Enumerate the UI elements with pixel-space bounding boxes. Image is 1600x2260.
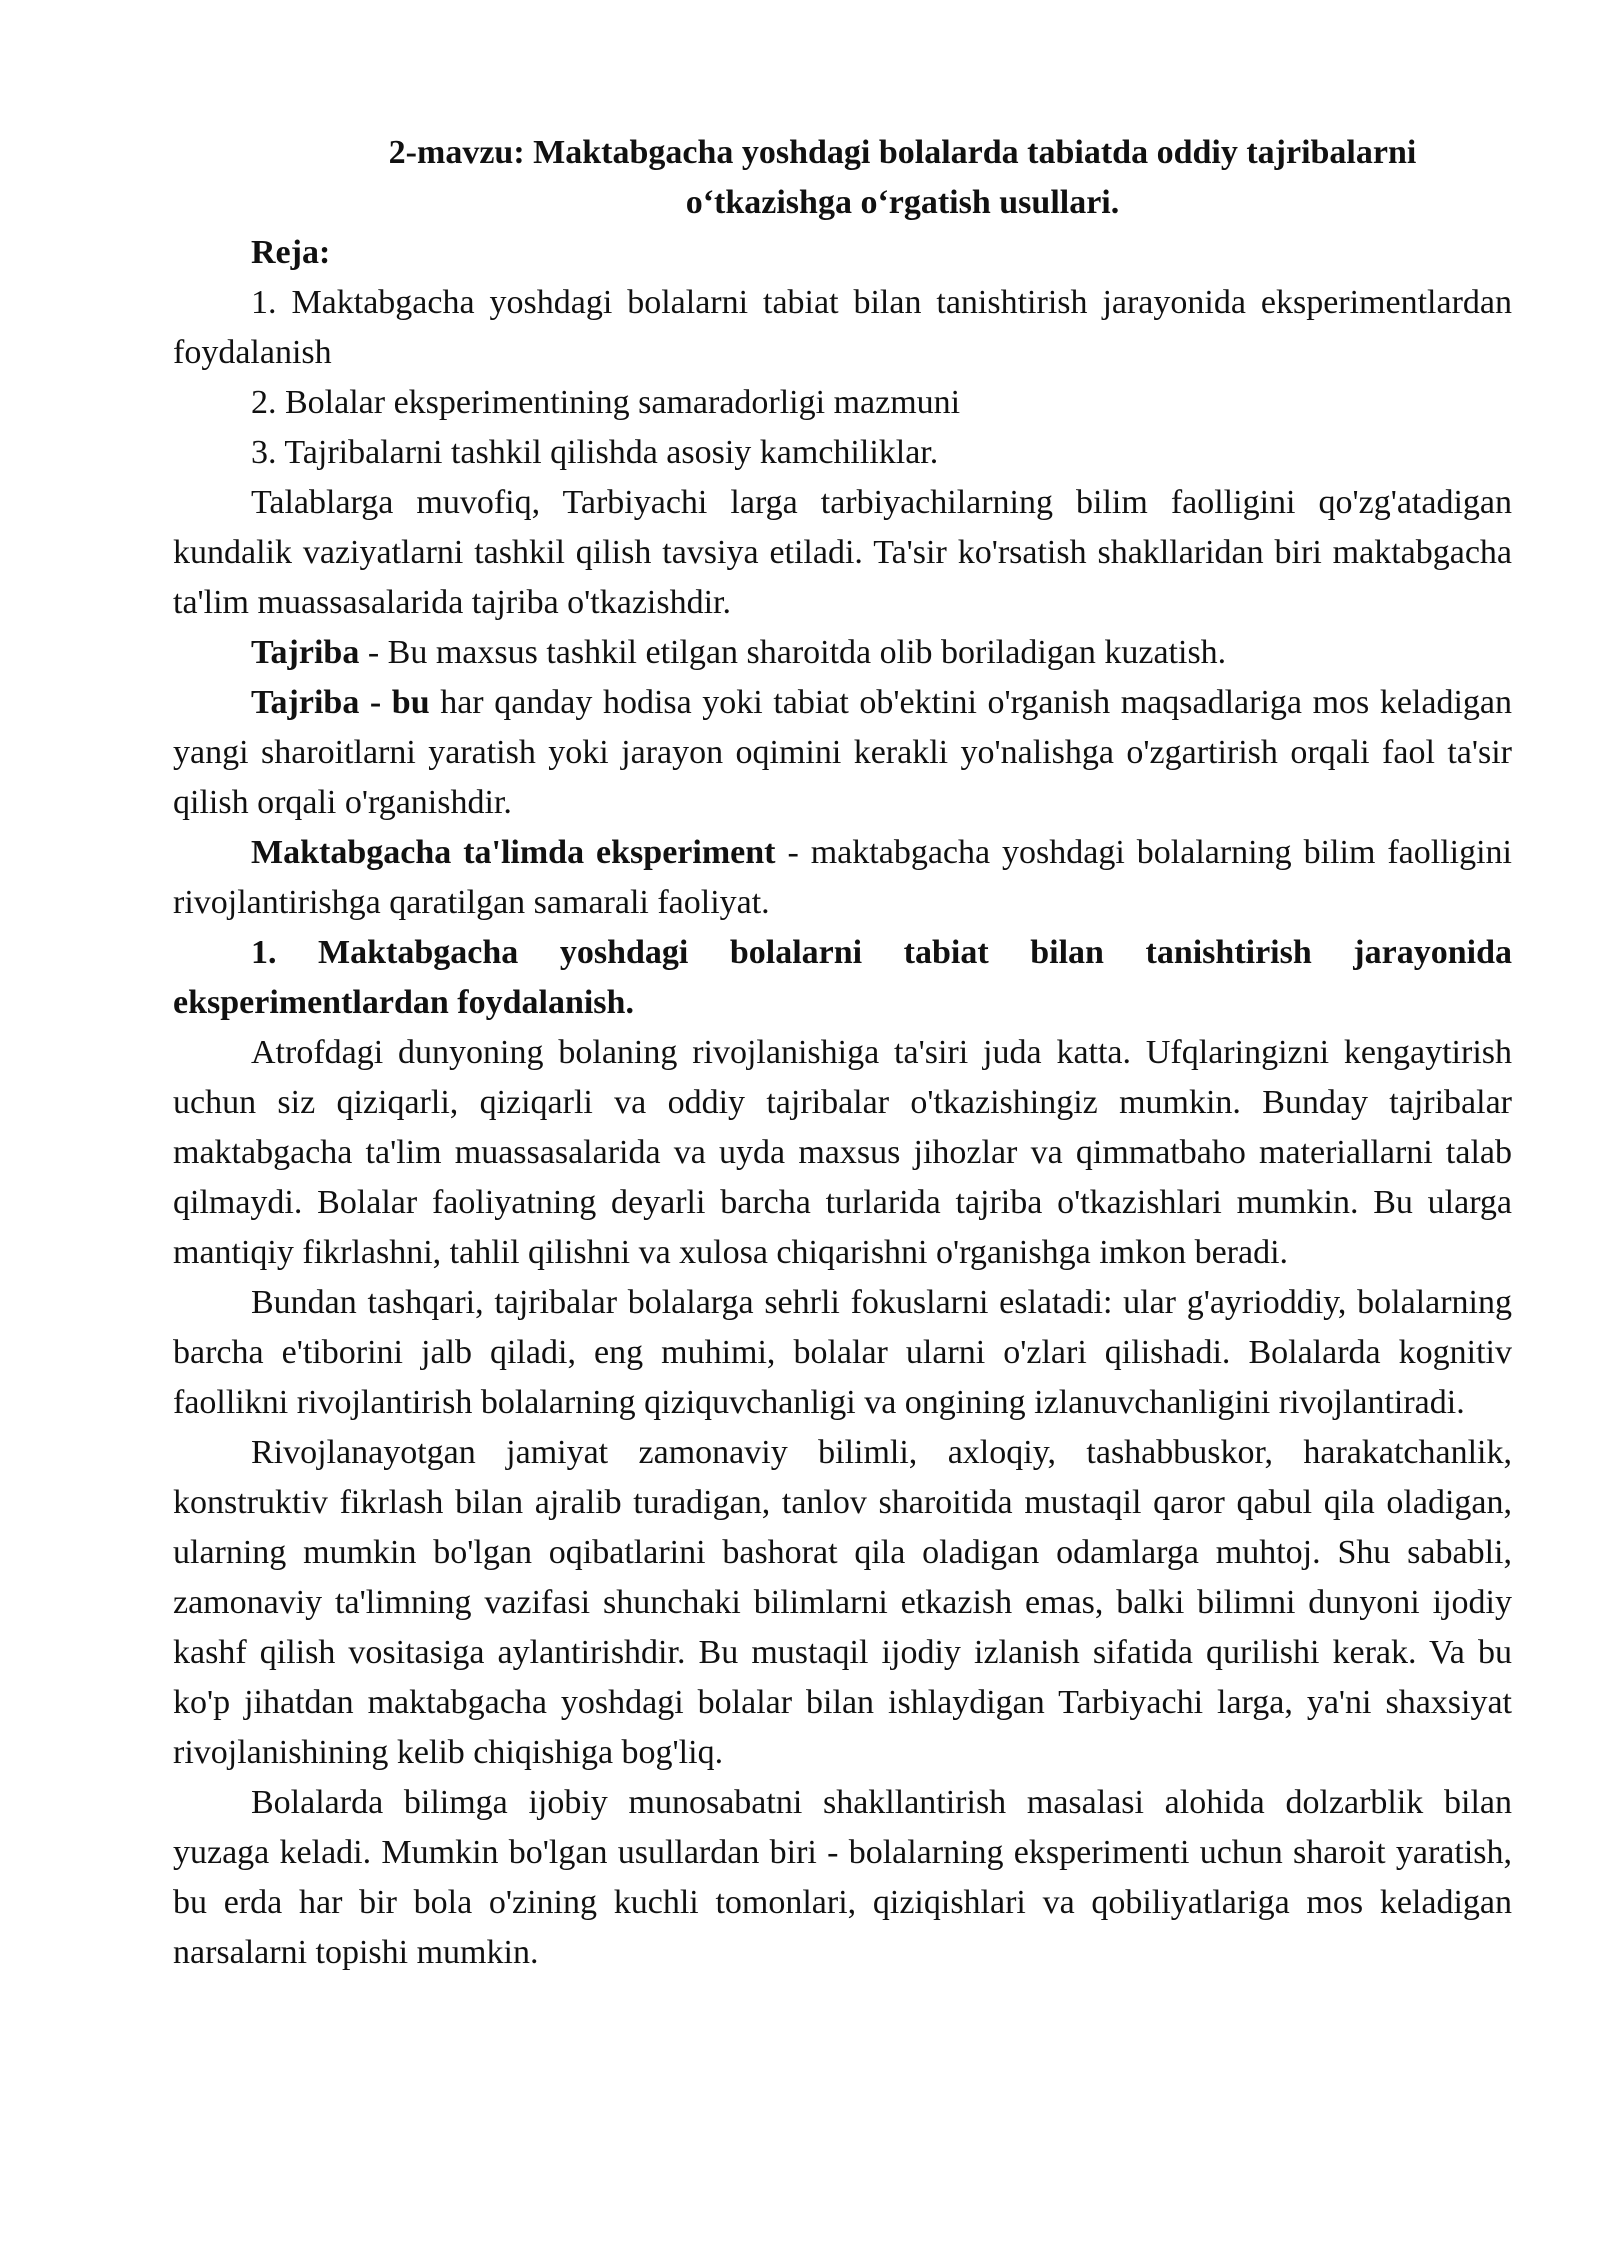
title-line-1: 2-mavzu: Maktabgacha yoshdagi bolalarda tabiatda oddiy tajribalarni [388,134,1417,171]
definition-text: har qanday hodisa yoki tabiat ob'ektini o'rganish maqsadlariga mos keladigan yangi sharoitlarni yaratish yoki jarayon oqimini kerakli yo'nalishga o'zgartirish orqali faol ta'sir qilish orqali o'rganishdir. [173,684,1512,821]
document-title [293,128,1512,228]
definition-term: Tajriba - bu [251,684,430,721]
definition-experiment-2 [173,678,1512,828]
plan-item-3: 3. Tajribalarni tashkil qilishda asosiy kamchiliklar. [251,434,939,471]
plan-heading: Reja: [251,234,331,271]
paragraph-world-influence: Atrofdagi dunyoning bolaning rivojlanishiga ta'siri juda katta. Ufqlaringizni kengaytirish uchun siz qiziqarli, qiziqarli va oddiy tajribalar o'tkazishingiz mumkin. Bunday tajribalar maktabgacha ta'lim muassasalarida va uyda maxsus jihozlar va qimmatbaho materiallarni talab qilmaydi. Bolalar faoliyatning deyarli barcha turlarida tajriba o'tkazishlari mumkin. Bu ularga mantiqiy fikrlashni, tahlil qilishni va xulosa chiqarishni o'rganishga imkon beradi. [173,1034,1512,1271]
definition-term: Maktabgacha ta'limda eksperiment [251,834,776,871]
section-1-title: 1. Maktabgacha yoshdagi bolalarni tabiat bilan tanishtirish jarayonida eksperimentlardan foydalanish. [173,934,1512,1021]
definition-term: Tajriba [251,634,360,671]
paragraph-requirements: Talablarga muvofiq, Tarbiyachi larga tarbiyachilarning bilim faolligini qo'zg'atadigan kundalik vaziyatlarni tashkil qilish tavsiya etiladi. Ta'sir ko'rsatish shakllaridan biri maktabgacha ta'lim muassasalarida tajriba o'tkazishdir. [173,484,1512,621]
paragraph-positive-attitude: Bolalarda bilimga ijobiy munosabatni shakllantirish masalasi alohida dolzarblik bilan yuzaga keladi. Mumkin bo'lgan usullardan biri - bolalarning eksperimenti uchun sharoit yaratish, bu erda har bir bola o'zining kuchli tomonlari, qiziqishlari va qobiliyatlariga mos keladigan narsalarni topishi mumkin. [173,1784,1512,1971]
definition-text: - Bu maxsus tashkil etilgan sharoitda olib boriladigan kuzatish. [359,634,1227,671]
definition-preschool-experiment [173,828,1512,928]
definition-experiment-1 [173,628,1512,678]
plan-item-2: 2. Bolalar eksperimentining samaradorligi mazmuni [251,384,961,421]
title-line-2: o‘tkazishga o‘rgatish usullari. [685,184,1120,221]
paragraph-magic-tricks: Bundan tashqari, tajribalar bolalarga sehrli fokuslarni eslatadi: ular g'ayrioddiy, bolalarning barcha e'tiborini jalb qiladi, eng muhimi, bolalar ularni o'zlari qilishadi. Bolalarda kognitiv faollikni rivojlantirish bolalarning qiziquvchanligi va ongining izlanuvchanligini rivojlantiradi. [173,1284,1512,1421]
definition-text: - maktabgacha yoshdagi bolalarning bilim faolligini rivojlantirishga qaratilgan samarali faoliyat. [173,834,1512,921]
plan-item-1: 1. Maktabgacha yoshdagi bolalarni tabiat bilan tanishtirish jarayonida eksperimentlardan foydalanish [173,284,1512,371]
paragraph-modern-society: Rivojlanayotgan jamiyat zamonaviy bilimli, axloqiy, tashabbuskor, harakatchanlik, konstruktiv fikrlash bilan ajralib turadigan, tanlov sharoitida mustaqil qaror qabul qila oladigan, ularning mumkin bo'lgan oqibatlarini bashorat qila oladigan odamlarga muhtoj. Shu sababli, zamonaviy ta'limning vazifasi shunchaki bilimlarni etkazish emas, balki bilimni dunyoni ijodiy kashf qilish vositasiga aylantirishdir. Bu mustaqil ijodiy izlanish sifatida qurilishi kerak. Va bu ko'p jihatdan maktabgacha yoshdagi bolalar bilan ishlaydigan Tarbiyachi larga, ya'ni shaxsiyat rivojlanishining kelib chiqishiga bog'liq. [173,1434,1512,1771]
